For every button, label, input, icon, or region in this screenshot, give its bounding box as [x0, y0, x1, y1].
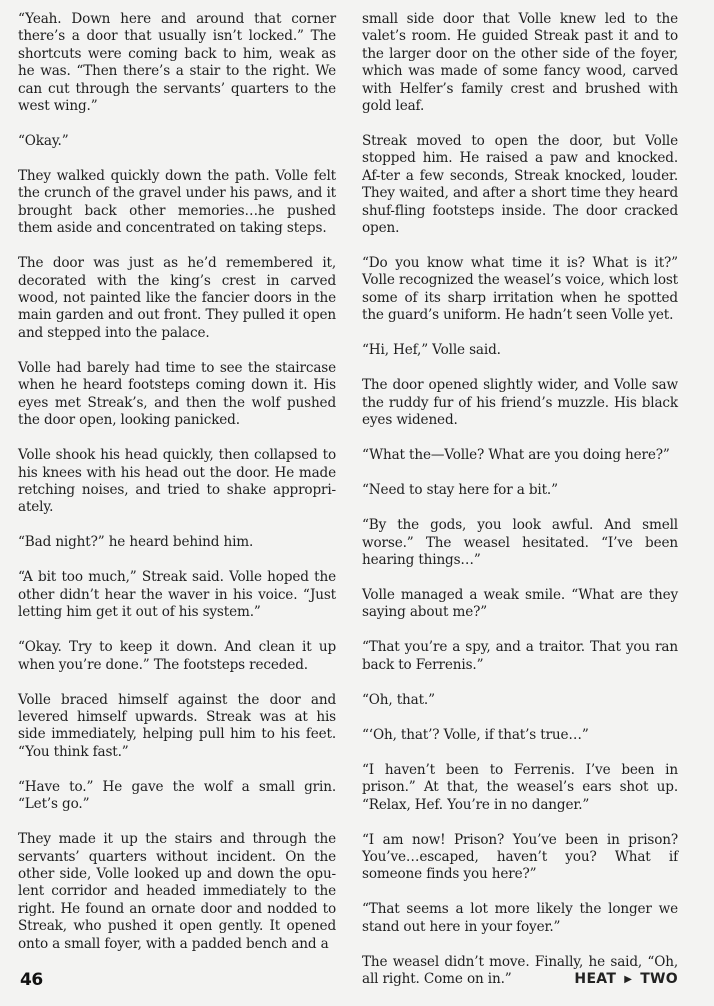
paragraph: small side door that Volle knew led to the valet’s room. He guided Streak past it and to the larger door on the other side of the foyer, which was made of some fancy wood, carved with Helfer’s family crest and brushed with gold leaf.	[362, 11, 678, 115]
paragraph: “Oh, that.”	[362, 691, 435, 708]
paragraph: “‘Oh, that’? Volle, if that’s true…”	[362, 726, 589, 743]
paragraph: They walked quickly down the path. Volle felt the crunch of the gravel under his paws, and it brought back other memories…he pushed them aside and concentrated on taking steps.	[18, 168, 336, 237]
paragraph: “A bit too much,” Streak said. Volle hoped the other didn’t hear the waver in his voice. “Just letting him get it out of his system.”	[18, 569, 336, 621]
page-number: 46	[20, 970, 43, 990]
paragraph: Volle braced himself against the door and levered himself upwards. Streak was at his side immediately, helping pull him to his feet. “You think fast.”	[18, 691, 336, 760]
paragraph: “By the gods, you look awful. And smell worse.” The weasel hesitated. “I’ve been hearing things…”	[362, 517, 678, 568]
paragraph: “Yeah. Down here and around that corner there’s a door that usually isn’t locked.” The shortcuts were coming back to him, weak as he was. “Then there’s a stair to the right. We can cut through the servants’ quarters to the west wing.”	[18, 11, 336, 115]
paragraph: “I am now! Prison? You’ve been in prison? You’ve…escaped, haven’t you? What if someone finds you here?”	[362, 831, 678, 883]
paragraph: “Do you know what time it is? What is it?” Volle recognized the weasel’s voice, which lost some of its sharp irritation when he spotted the guard’s uniform. He hadn’t seen Volle yet.	[362, 255, 678, 324]
paragraph: “Have to.” He gave the wolf a small grin. “Let’s go.”	[18, 778, 336, 813]
right-triangle-icon: ▶	[624, 973, 633, 985]
paragraph: The weasel didn’t move. Finally, he said, “Oh, all right. Come on in.”	[362, 953, 678, 988]
left-column	[18, 11, 336, 971]
paragraph: Volle had barely had time to see the staircase when he heard footsteps coming down it. His eyes met Streak’s, and then the wolf pushed the door open, looking panicked.	[18, 359, 336, 429]
paragraph: “Okay. Try to keep it down. And clean it up when you’re done.” The footsteps receded.	[18, 639, 336, 673]
paragraph: They made it up the stairs and through the servants’ quarters without incident. On the other side, Volle looked up and down the opu-lent corridor and headed immediately to the right. He found an ornate door and nodded to Streak, who pushed it open gently. It opened onto a small foyer, with a padded bench and a	[18, 831, 336, 952]
paragraph: “Hi, Hef,” Volle said.	[362, 342, 501, 359]
paragraph: “Okay.”	[18, 133, 69, 150]
paragraph: Streak moved to open the door, but Volle stopped him. He raised a paw and knocked. Af-ter a few seconds, Streak knocked, louder. They waited, and after a short time they heard shuf-fling footsteps inside. The door cracked open.	[362, 133, 678, 237]
paragraph: “That seems a lot more likely the longer we stand out here in your foyer.”	[362, 901, 678, 935]
paragraph: The door was just as he’d remembered it, decorated with the king’s crest in carved wood, not painted like the fancier doors in the main garden and out front. They pulled it open and stepped into the palace.	[18, 255, 336, 341]
paragraph: Volle shook his head quickly, then collapsed to his knees with his head out the door. He made retching noises, and tried to shake appropri-ately.	[18, 447, 336, 516]
paragraph: “What the—Volle? What are you doing here?”	[362, 447, 670, 464]
paragraph: “Bad night?” he heard behind him.	[18, 534, 254, 551]
paragraph: “I haven’t been to Ferrenis. I’ve been in prison.” At that, the weasel’s ears shot up. “Relax, Hef. You’re in no danger.”	[362, 761, 678, 813]
paragraph: Volle managed a weak smile. “What are they saying about me?”	[362, 586, 678, 621]
running-footer	[574, 971, 678, 987]
publication-title-part2: TWO	[640, 971, 678, 987]
paragraph: “Need to stay here for a bit.”	[362, 482, 558, 499]
paragraph: The door opened slightly wider, and Volle saw the ruddy fur of his friend’s muzzle. His black eyes widened.	[362, 377, 678, 429]
right-column	[362, 11, 678, 1006]
paragraph: “That you’re a spy, and a traitor. That you ran back to Ferrenis.”	[362, 639, 678, 673]
publication-title-part1: HEAT	[574, 971, 617, 987]
